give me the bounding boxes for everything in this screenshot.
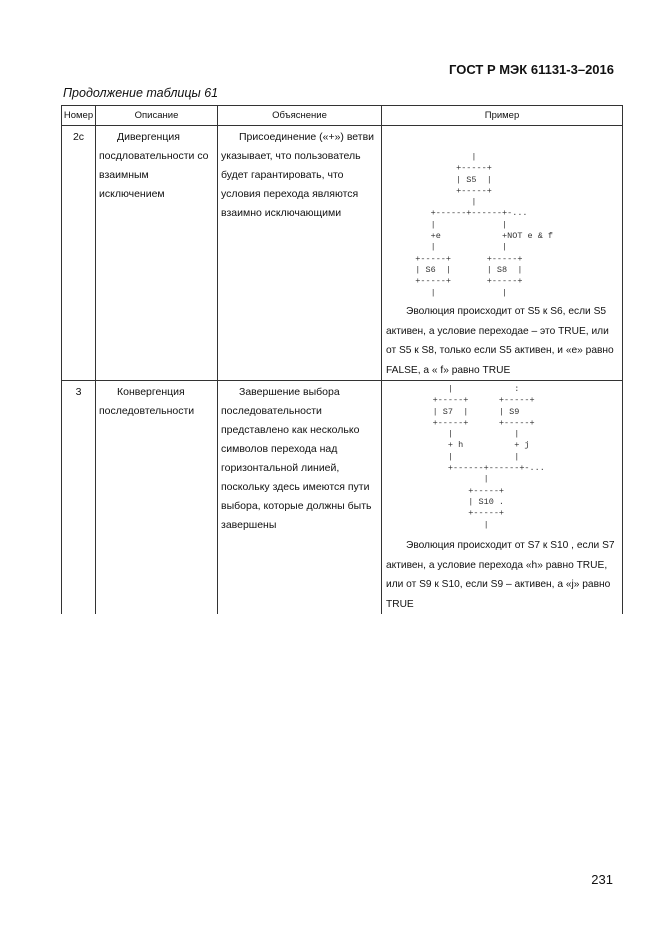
sfc-diagram: | : +-----+ +-----+ | S7 | | S9 +-----+ +-----+ | | + h + j | | +------+------+-... | +-----+ | S10 . +-----+ | xyxy=(432,384,545,530)
row-description xyxy=(96,126,218,381)
column-header-description: Описание xyxy=(96,106,218,126)
table-row xyxy=(62,126,623,381)
table-caption: Продолжение таблицы 61 xyxy=(63,86,219,100)
example-text: Эволюция происходит от S5 к S6, если S5 активен, а условие переходае – это TRUE, или от S5 к S8, только если S5 активен, и «е» равно FALSE, а « f» равно TRUE xyxy=(386,306,614,376)
standards-table xyxy=(61,105,623,614)
row-example xyxy=(382,381,623,615)
row-example xyxy=(382,126,623,381)
column-header-explanation: Объяснение xyxy=(218,106,382,126)
column-header-example: Пример xyxy=(382,106,623,126)
table-row xyxy=(62,381,623,615)
row-explanation xyxy=(218,381,382,615)
row-description xyxy=(96,381,218,615)
sfc-diagram: | +-----+ | S5 | +-----+ | +------+------+-... | | +e +NOT e & f | | +-----+ +-----+ | S6 | | S8 | +-----+ +-----+ | | xyxy=(415,152,554,298)
description-text: Конвергенция последовтельности xyxy=(99,386,195,417)
example-text: Эволюция происходит от S7 к S10 , если S7 активен, а условие перехода «h» равно TRUE, или от S9 к S10, если S9 – активен, а «j» равно TRUE xyxy=(386,540,615,610)
description-text: Дивергенция посдловательности со взаимным исключением xyxy=(99,131,209,200)
row-number: 3 xyxy=(62,381,96,615)
table-header-row xyxy=(62,106,623,126)
row-number: 2c xyxy=(62,126,96,381)
explanation-text: Завершение выбора последовательности представлено как несколько символов перехода над горизонтальной линией, поскольку здесь имеются пути выбора, которые должны быть завершены xyxy=(221,386,372,531)
standard-header: ГОСТ Р МЭК 61131-3–2016 xyxy=(449,62,614,77)
page-number: 231 xyxy=(591,872,613,887)
explanation-text: Присоединение («+») ветви указывает, что пользователь будет гарантировать, что условия перехода являются взаимно исключающими xyxy=(221,131,375,219)
column-header-number: Номер xyxy=(62,106,96,126)
row-explanation xyxy=(218,126,382,381)
